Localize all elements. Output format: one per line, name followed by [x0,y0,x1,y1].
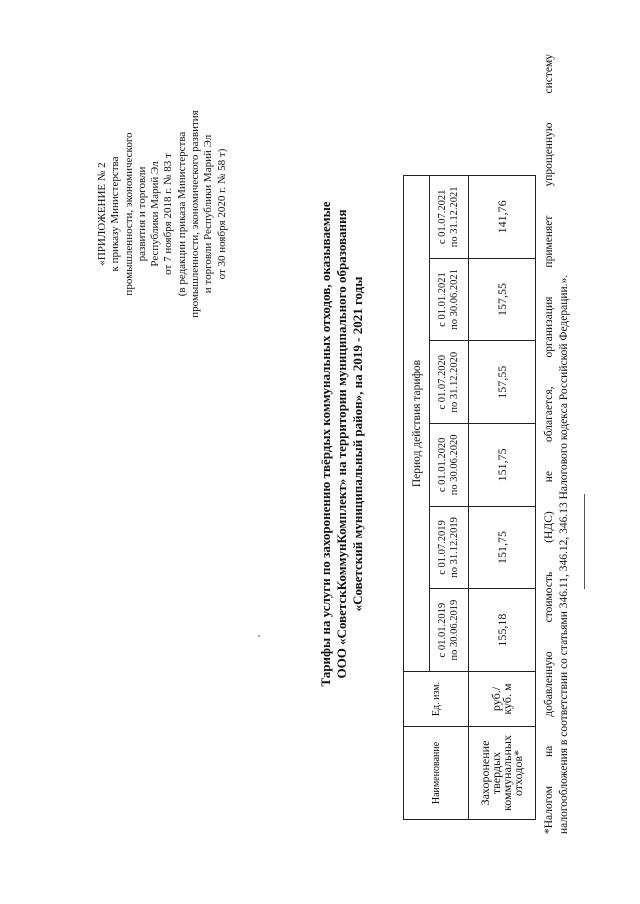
closing-rule [584,494,585,589]
appendix-block [96,84,229,344]
appendix-line: (в редакции приказа Министерства [175,131,188,297]
title-line: Тарифы на услуги по захоронению твёрдых коммунальных отходов, оказываемые [318,201,333,687]
title-line: ООО «СоветскКоммунКомплект» на территории муниципального образования [334,209,349,679]
appendix-line: от 7 ноября 2018 г. № 83 т [162,153,175,275]
footnote-line: налогообложения в соответствии со статьями 346.11, 346.12, 346.13 Налогового кодекса Российской Федерации.». [557,274,570,834]
period-cell: с 01.01.2019 по 30.06.2019 [430,589,469,672]
tariff-value: 151,75 [469,506,536,589]
tariff-value: 157,55 [469,258,536,341]
header-unit: Ед. изм. [404,672,469,727]
footnote [542,54,571,834]
tariff-value: 151,75 [469,424,536,507]
appendix-line: и торговли Республики Марий Эл [202,134,215,294]
tariff-value: 141,76 [469,176,536,259]
document-title [318,44,366,844]
table-header-row [404,176,430,820]
service-name-cell: Захоронение твердых коммунальных отходов* [469,727,536,820]
table-row [469,176,536,820]
appendix-line: к приказу Министерства [109,156,122,272]
title-line: «Советский муниципальный район», на 2019 - 2021 годы [350,276,365,612]
period-cell: с 01.01.2021 по 30.06.2021 [430,258,469,341]
period-cell: с 01.07.2021 по 31.12.2021 [430,176,469,259]
period-cell: с 01.07.2019 по 31.12.2019 [430,506,469,589]
appendix-line: промышленности, экономического [122,132,135,296]
appendix-line: развития и торговли [135,166,148,262]
header-name: Наименование [404,727,469,820]
period-cell: с 01.07.2020 по 31.12.2020 [430,341,469,424]
appendix-line: от 30 ноября 2020 г. № 58 т) [215,148,228,280]
appendix-line: Республики Марий Эл [149,161,162,267]
scan-speck [258,635,260,637]
appendix-line: «ПРИЛОЖЕНИЕ № 2 [96,162,108,266]
header-period: Период действия тарифов [404,176,430,672]
appendix-line: промышленности, экономического развития [189,110,202,318]
period-cell: с 01.01.2020 по 30.06.2020 [430,424,469,507]
tariff-value: 157,55 [469,341,536,424]
footnote-line: *Налогом на добавленную стоимость (НДС) не облагается, организация применяет упрощенную систему [543,54,555,834]
tariff-value: 155,18 [469,589,536,672]
tariff-table [403,175,536,820]
unit-cell: руб./ куб. м [469,672,536,727]
